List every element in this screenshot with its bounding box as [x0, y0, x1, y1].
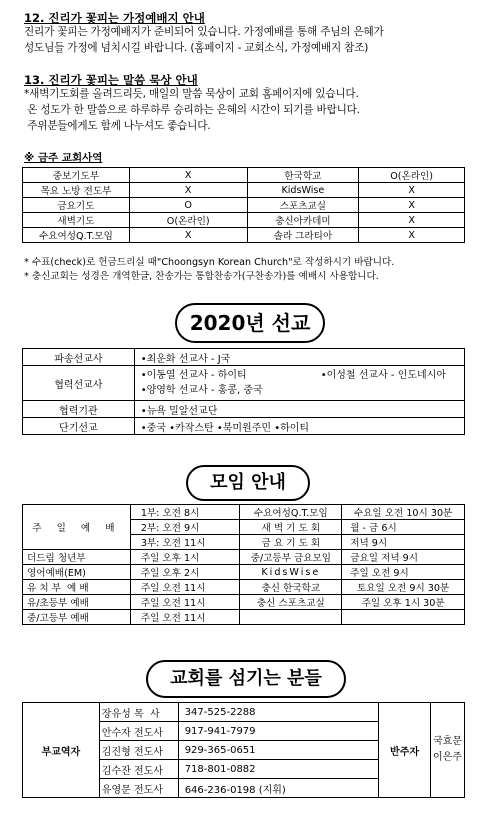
activity-status: X	[359, 198, 465, 213]
activity-name: 수요여성Q.T.모임	[23, 228, 130, 243]
accompanist-label: 반주자	[379, 703, 431, 798]
activities-note: * 수표(check)로 헌금드리실 때"Choongsyn Korean Church"로 작성하시기 바랍니다.	[24, 257, 395, 268]
meeting-name: 유/초등부 예배	[23, 595, 131, 610]
activity-status: O	[129, 198, 247, 213]
table-row	[23, 213, 465, 228]
table-row	[23, 183, 465, 198]
mission-line: •이동열 선교사 - 하이티	[140, 370, 247, 381]
meeting-name: 주 일 예 배	[23, 505, 131, 550]
sec13-line: 주위분들에게도 함께 나누셔도 좋습니다.	[24, 120, 211, 132]
meeting-time: 주일 오전 11시	[130, 580, 240, 595]
meeting-time	[342, 610, 465, 625]
meeting-name: 금 요 기 도 회	[240, 535, 342, 550]
meeting-time: 주일 오전 11시	[130, 610, 240, 625]
activity-name: 금요기도	[23, 198, 130, 213]
meeting-time: 1부: 오전 8시	[130, 505, 240, 520]
meeting-name: 새 벽 기 도 회	[240, 520, 342, 535]
mission-value: •뉴욕 밀알선교단	[134, 401, 464, 418]
mission-label: 파송선교사	[23, 349, 135, 366]
missions-table	[22, 348, 465, 435]
activity-status: X	[129, 183, 247, 198]
meeting-time: 주일 오후 1시 30분	[342, 595, 465, 610]
accompanist-name: 이은주	[432, 752, 462, 763]
activity-status: O(온라인)	[129, 213, 247, 228]
meetings-table	[22, 504, 465, 625]
activity-name: 충신아카데미	[247, 213, 359, 228]
activity-name: 한국학교	[247, 168, 359, 183]
meeting-time: 저녁 9시	[342, 535, 465, 550]
table-row	[23, 401, 465, 418]
servants-table	[22, 702, 465, 798]
sec13-line: *새벽기도회를 올려드리듯, 매일의 말씀 묵상이 교회 홈페이지에 있습니다.	[24, 88, 359, 100]
meeting-time: 수요일 오전 10시 30분	[342, 505, 465, 520]
meeting-name: 수요여성Q.T.모임	[240, 505, 342, 520]
table-row	[23, 366, 465, 401]
table-row	[23, 610, 465, 625]
mission-value	[134, 366, 464, 401]
mission-value: •최운화 선교사 - J국	[134, 349, 464, 366]
activity-name: 중보기도부	[23, 168, 130, 183]
activity-status: X	[359, 228, 465, 243]
sec12-line: 진리가 꽃피는 가정예배지가 준비되어 있습니다. 가정예배를 통해 주님의 은혜가	[24, 26, 384, 38]
mission-label: 협력선교사	[23, 366, 135, 401]
missions-heading: 2020년 선교	[175, 303, 325, 343]
sec12-title: 12. 진리가 꽃피는 가정예배지 안내	[24, 11, 205, 25]
activity-status: X	[129, 168, 247, 183]
servants-heading: 교회를 섬기는 분들	[146, 660, 346, 698]
meeting-name: KidsWise	[240, 565, 342, 580]
table-row	[23, 228, 465, 243]
staff-name: 김수잔 전도사	[99, 760, 178, 779]
meeting-time: 월 - 금 6시	[342, 520, 465, 535]
mission-value: •중국 •카작스탄 •북미원주민 •하이티	[134, 418, 464, 435]
staff-phone: 347-525-2288	[178, 703, 378, 722]
activity-name: 솔라 그라티아	[247, 228, 359, 243]
mission-line: •양영학 선교사 - 홍콩, 중국	[140, 385, 263, 396]
table-row	[23, 703, 465, 722]
activity-name: 스포츠교실	[247, 198, 359, 213]
activity-status: X	[359, 183, 465, 198]
sec13-line: 온 성도가 한 말씀으로 하루하루 승리하는 은혜의 시간이 되기를 바랍니다.	[24, 104, 360, 116]
table-row	[23, 349, 465, 366]
activity-name: 새벽기도	[23, 213, 130, 228]
meeting-time: 금요일 저녁 9시	[342, 550, 465, 565]
mission-line: •이성철 선교사 - 인도네시아	[320, 370, 447, 381]
staff-name: 장유성 목 사	[99, 703, 178, 722]
meeting-time: 주일 오후 2시	[130, 565, 240, 580]
meeting-time: 2부: 오전 9시	[130, 520, 240, 535]
staff-name: 유영문 전도사	[99, 779, 178, 798]
table-row	[23, 595, 465, 610]
table-row	[23, 550, 465, 565]
meeting-time: 토요일 오전 9시 30분	[342, 580, 465, 595]
staff-name: 안수자 전도사	[99, 722, 178, 741]
sec13-title: 13. 진리가 꽃피는 말씀 묵상 안내	[24, 73, 198, 87]
accompanist-name: 국효문	[432, 736, 462, 747]
staff-phone: 718-801-0882	[178, 760, 378, 779]
staff-phone: 917-941-7979	[178, 722, 378, 741]
accompanist-names	[430, 703, 464, 798]
staff-phone: 929-365-0651	[178, 741, 378, 760]
activities-title: ※ 금주 교회사역	[24, 152, 103, 164]
table-row	[23, 565, 465, 580]
activity-status: X	[129, 228, 247, 243]
staff-phone: 646-236-0198 (지휘)	[178, 779, 378, 798]
meeting-name: 더드림 청년부	[23, 550, 131, 565]
meeting-name: 중/고등부 금요모임	[240, 550, 342, 565]
meeting-name: 유 치 부 예 배	[23, 580, 131, 595]
table-row	[23, 505, 465, 520]
mission-label: 단기선교	[23, 418, 135, 435]
role-label: 부교역자	[23, 703, 100, 798]
activities-table	[22, 167, 465, 243]
staff-name: 김진형 전도사	[99, 741, 178, 760]
table-row	[23, 198, 465, 213]
meeting-name: 중/고등부 예배	[23, 610, 131, 625]
meeting-name: 충신 한국학교	[240, 580, 342, 595]
meeting-time: 주일 오전 9시	[342, 565, 465, 580]
activity-status: O(온라인)	[359, 168, 465, 183]
table-row	[23, 418, 465, 435]
meeting-time: 3부: 오전 11시	[130, 535, 240, 550]
sec12-line: 성도님들 가정에 넘치시길 바랍니다. (홈페이지 - 교회소식, 가정예배지 참조)	[24, 42, 369, 54]
activities-note: * 충신교회는 성경은 개역한글, 찬송가는 통합찬송가(구찬송가)를 예배시 사용합니다.	[24, 271, 379, 282]
meeting-time: 주일 오후 1시	[130, 550, 240, 565]
meetings-heading: 모임 안내	[186, 465, 310, 501]
meeting-name	[240, 610, 342, 625]
activity-name: KidsWise	[247, 183, 359, 198]
meeting-name: 충신 스포츠교실	[240, 595, 342, 610]
activity-status: X	[359, 213, 465, 228]
mission-label: 협력기관	[23, 401, 135, 418]
meeting-name: 영어예배(EM)	[23, 565, 131, 580]
activity-name: 목요 노방 전도부	[23, 183, 130, 198]
meeting-time: 주일 오전 11시	[130, 595, 240, 610]
table-row	[23, 168, 465, 183]
table-row	[23, 580, 465, 595]
